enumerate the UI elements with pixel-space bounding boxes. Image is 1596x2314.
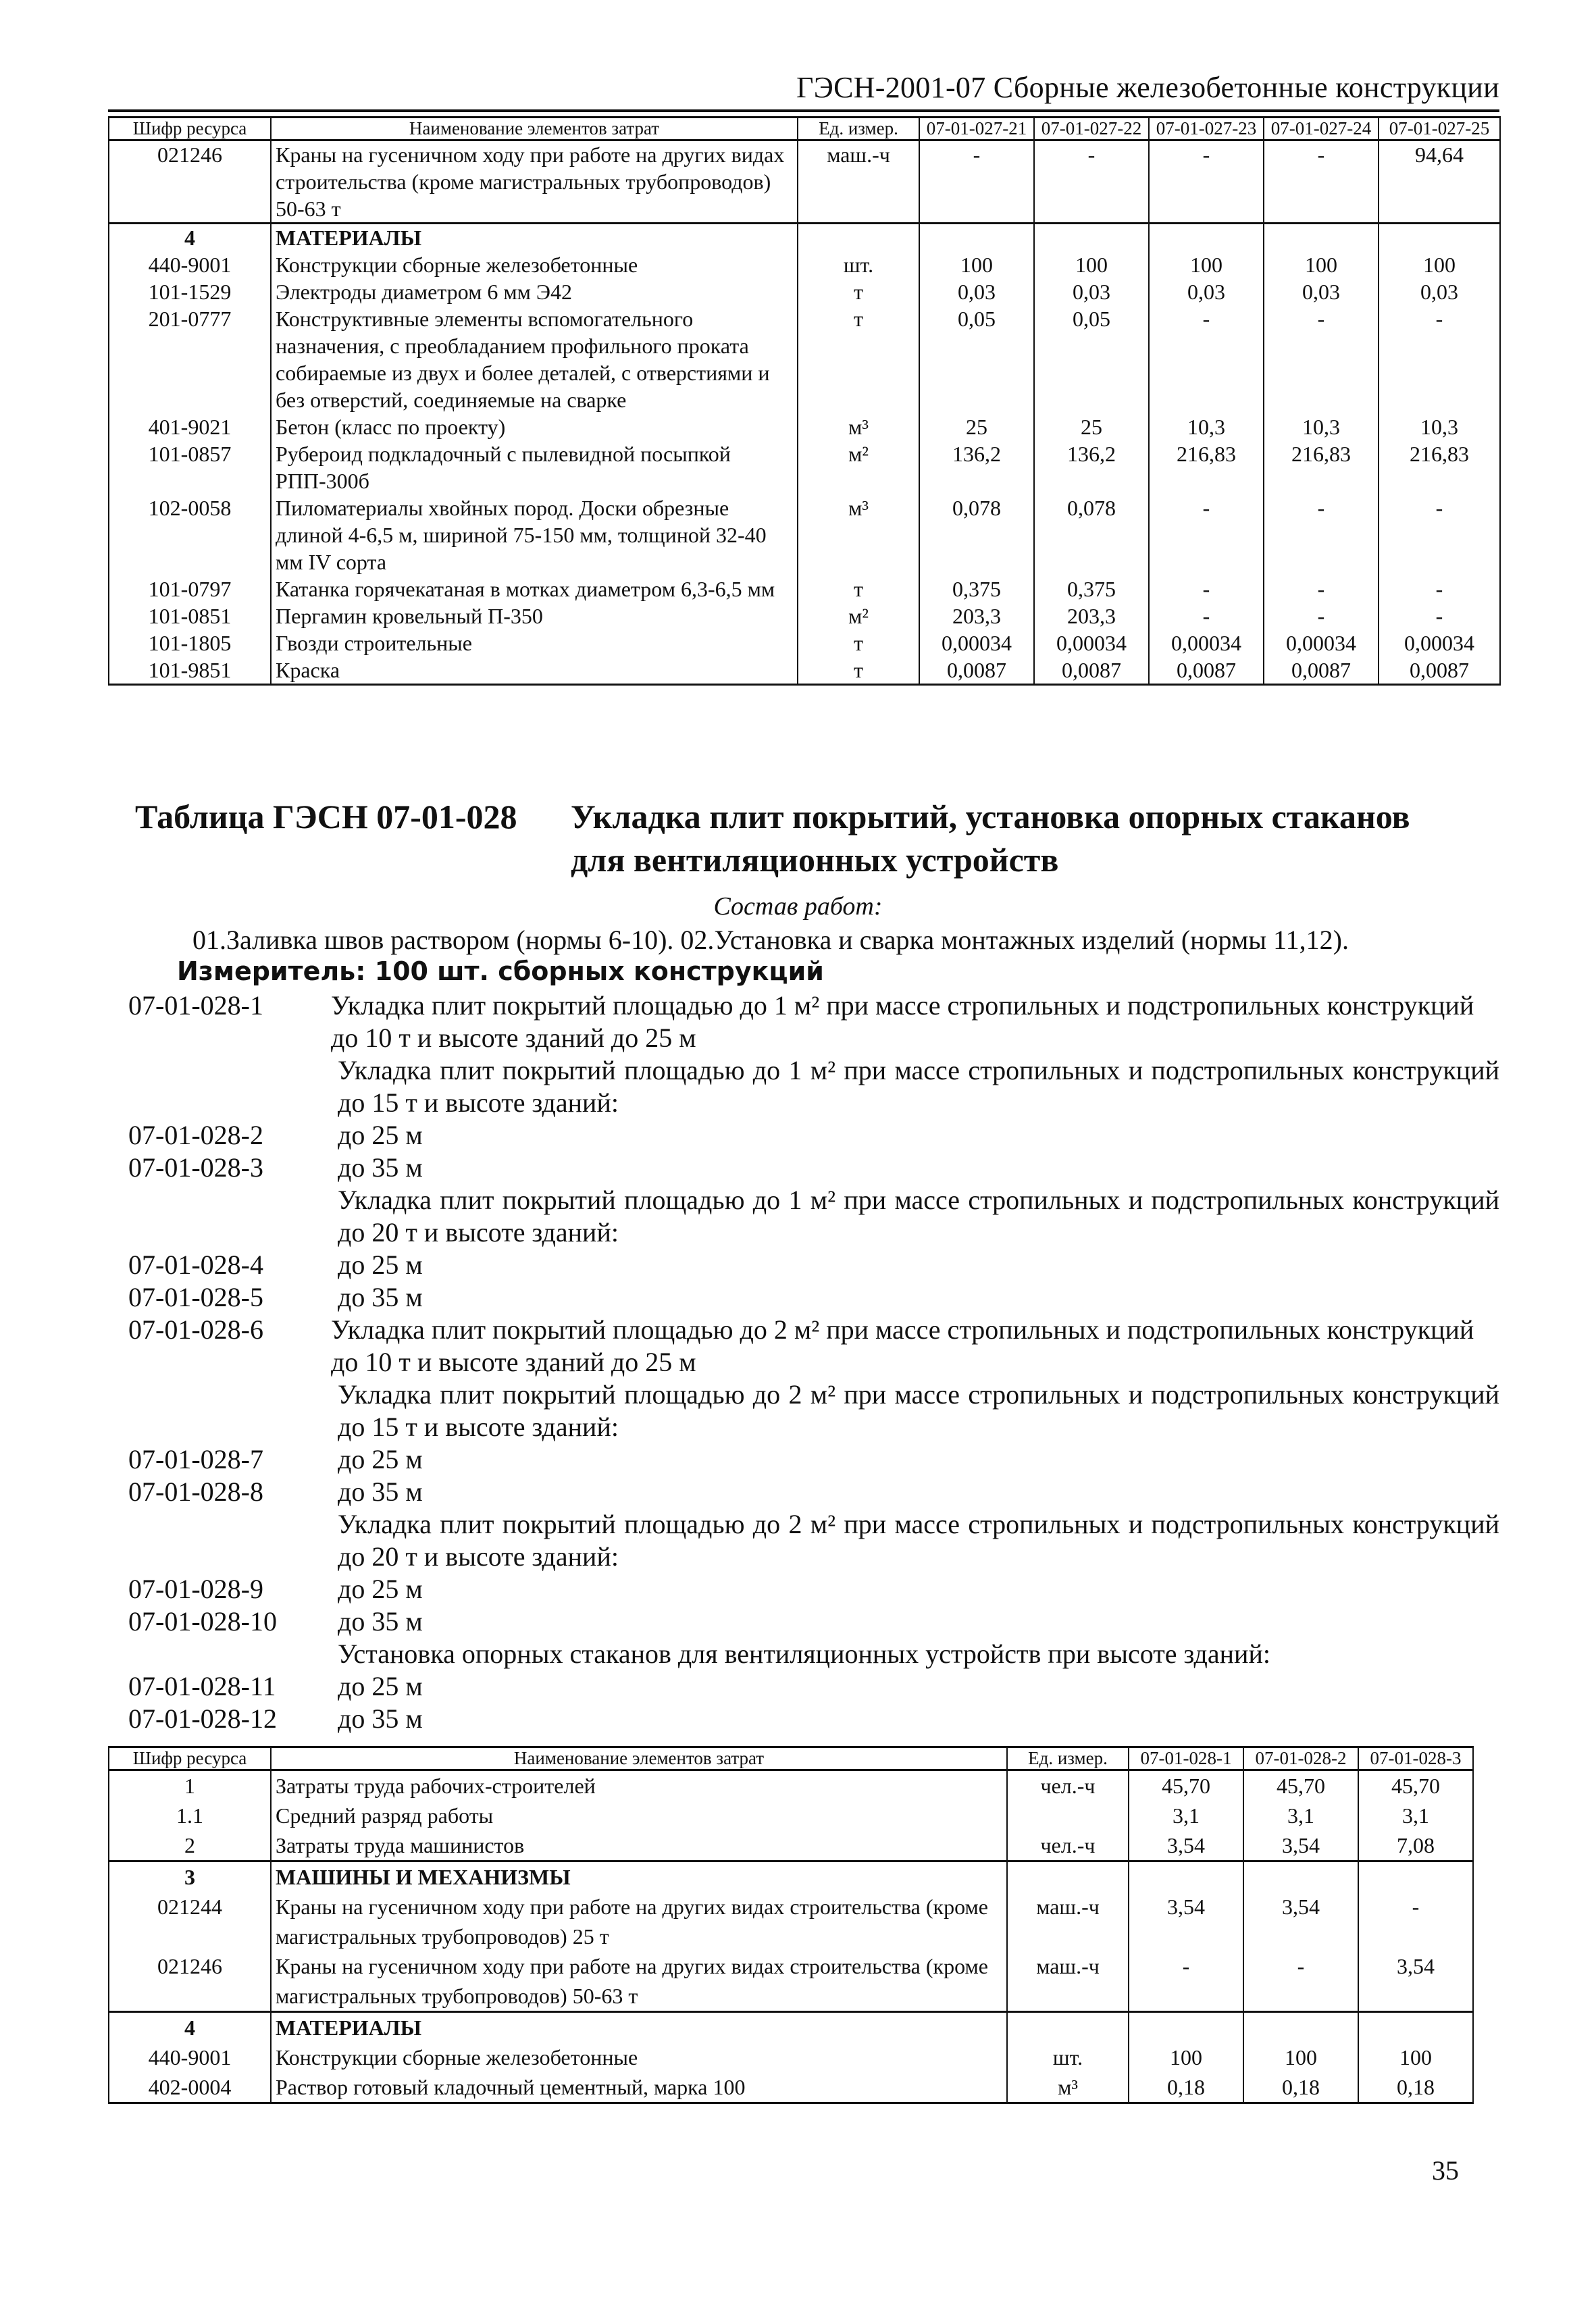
value-cell: - [1243, 1951, 1358, 2012]
table-row [109, 1830, 1473, 1861]
value-cell: 94,64 [1379, 140, 1500, 224]
table-row [109, 1951, 1473, 2012]
norm-description: до 25 м [338, 1671, 423, 1701]
norm-item [128, 1054, 1499, 1119]
table-row [109, 278, 1500, 305]
unit [1007, 1801, 1129, 1830]
unit: м² [798, 440, 919, 494]
value-cell: 100 [1358, 2042, 1473, 2072]
resource-name: Затраты труда рабочих-строителей [271, 1770, 1007, 1801]
value-cell [1129, 1861, 1243, 1893]
norm-description: до 25 м [338, 1444, 423, 1474]
norm-code: 07-01-028-3 [128, 1152, 263, 1183]
value-cell: 203,3 [919, 602, 1034, 629]
resource-code: 101-1805 [109, 629, 271, 657]
value-cell: 10,3 [1264, 413, 1379, 440]
norm-code: 07-01-028-8 [128, 1476, 263, 1507]
norm-description: до 35 м [338, 1152, 423, 1183]
resource-code: 402-0004 [109, 2072, 271, 2103]
resource-code: 101-0857 [109, 440, 271, 494]
value-cell [1379, 224, 1500, 252]
value-cell: 0,03 [1034, 278, 1149, 305]
value-cell [1358, 2012, 1473, 2043]
norm-item [128, 1638, 1499, 1670]
value-cell: - [1264, 140, 1379, 224]
value-cell: 0,0087 [1034, 657, 1149, 685]
value-cell: 136,2 [1034, 440, 1149, 494]
resource-code: 102-0058 [109, 494, 271, 575]
unit: м³ [798, 413, 919, 440]
value-cell: - [1379, 305, 1500, 413]
norm-code: 07-01-028-5 [128, 1282, 263, 1312]
unit: т [798, 575, 919, 602]
value-cell: 25 [1034, 413, 1149, 440]
norm-description: Укладка плит покрытий площадью до 1 м² при массе стропильных и подстропильных конструкций до 10 т и высоте зданий до 25 м [331, 990, 1474, 1053]
norm-code: 07-01-028-6 [128, 1314, 263, 1345]
value-cell: 100 [919, 251, 1034, 278]
table-row [109, 575, 1500, 602]
value-cell: 0,0087 [1379, 657, 1500, 685]
value-cell: 0,078 [919, 494, 1034, 575]
page-header: ГЭСН-2001-07 Сборные железобетонные конструкции [796, 71, 1499, 104]
value-cell: 3,1 [1243, 1801, 1358, 1830]
value-cell: 0,0087 [919, 657, 1034, 685]
resource-code: 440-9001 [109, 2042, 271, 2072]
norm-description: Укладка плит покрытий площадью до 2 м² при массе стропильных и подстропильных конструкций до 15 т и высоте зданий: [338, 1379, 1499, 1442]
norm-code: 07-01-028-2 [128, 1120, 263, 1150]
resource-code: 2 [109, 1830, 271, 1861]
value-cell: 216,83 [1379, 440, 1500, 494]
resource-code: 1 [109, 1770, 271, 1801]
norm-item [128, 1703, 1499, 1735]
table-name-line-1: Укладка плит покрытий, установка опорных стаканов [571, 798, 1410, 835]
value-cell [1034, 224, 1149, 252]
resource-name: МАТЕРИАЛЫ [271, 2012, 1007, 2043]
norm-description: до 35 м [338, 1606, 423, 1637]
resource-code: 021244 [109, 1892, 271, 1951]
resource-name: МАШИНЫ И МЕХАНИЗМЫ [271, 1861, 1007, 1893]
header-rule [108, 109, 1499, 112]
norm-item [128, 1249, 1499, 1281]
value-cell: 100 [1243, 2042, 1358, 2072]
resource-name: Электроды диаметром 6 мм Э42 [271, 278, 798, 305]
unit: м² [798, 602, 919, 629]
value-cell: - [1264, 602, 1379, 629]
norm-description: Укладка плит покрытий площадью до 2 м² при массе стропильных и подстропильных конструкций до 20 т и высоте зданий: [338, 1509, 1499, 1572]
column-header: 07-01-027-25 [1379, 118, 1500, 140]
table-row [109, 251, 1500, 278]
unit [1007, 2012, 1129, 2043]
unit: м³ [798, 494, 919, 575]
value-cell: 3,54 [1243, 1892, 1358, 1951]
table-row [109, 629, 1500, 657]
value-cell: 3,1 [1129, 1801, 1243, 1830]
value-cell: - [1149, 575, 1264, 602]
value-cell: 0,078 [1034, 494, 1149, 575]
value-cell: - [1379, 494, 1500, 575]
unit: шт. [798, 251, 919, 278]
table-row [109, 2072, 1473, 2103]
column-header: Наименование элементов затрат [271, 1747, 1007, 1770]
resource-name: Катанка горячекатаная в мотках диаметром 6,3-6,5 мм [271, 575, 798, 602]
norm-item [128, 989, 1499, 1054]
norm-code: 07-01-028-10 [128, 1606, 277, 1637]
value-cell: 0,00034 [1034, 629, 1149, 657]
value-cell: 3,54 [1129, 1892, 1243, 1951]
value-cell: 0,375 [919, 575, 1034, 602]
value-cell: 0,18 [1129, 2072, 1243, 2103]
resource-code: 021246 [109, 140, 271, 224]
norm-description: до 25 м [338, 1120, 423, 1150]
norm-item [128, 1573, 1499, 1605]
value-cell: 100 [1034, 251, 1149, 278]
value-cell: - [919, 140, 1034, 224]
value-cell: - [1264, 575, 1379, 602]
resources-table-028 [108, 1746, 1474, 2104]
norm-item [128, 1508, 1499, 1573]
unit: м³ [1007, 2072, 1129, 2103]
value-cell: 3,54 [1243, 1830, 1358, 1861]
norm-code: 07-01-028-9 [128, 1574, 263, 1604]
unit: т [798, 629, 919, 657]
unit: чел.-ч [1007, 1770, 1129, 1801]
section-row [109, 1861, 1473, 1893]
norm-code: 07-01-028-1 [128, 990, 263, 1021]
value-cell: 3,1 [1358, 1801, 1473, 1830]
table-row [109, 140, 1500, 224]
resource-code: 101-9851 [109, 657, 271, 685]
resources-table-027 [108, 116, 1501, 686]
table-name-line-2: для вентиляционных устройств [571, 841, 1059, 879]
meter-unit: Измеритель: 100 шт. сборных конструкций [177, 956, 824, 986]
value-cell: 0,18 [1243, 2072, 1358, 2103]
value-cell [1358, 1861, 1473, 1893]
unit: маш.-ч [1007, 1892, 1129, 1951]
value-cell [1243, 1861, 1358, 1893]
norm-description: до 35 м [338, 1703, 423, 1734]
table-label: Таблица ГЭСН 07-01-028 [135, 798, 517, 835]
norm-item [128, 1605, 1499, 1638]
column-header: 07-01-028-1 [1129, 1747, 1243, 1770]
table-row [109, 494, 1500, 575]
norm-items-list [128, 989, 1499, 1735]
norm-item [128, 1314, 1499, 1379]
value-cell: 100 [1379, 251, 1500, 278]
resource-code: 021246 [109, 1951, 271, 2012]
resource-code: 4 [109, 2012, 271, 2043]
resource-code: 3 [109, 1861, 271, 1893]
resource-name: Конструкции сборные железобетонные [271, 251, 798, 278]
value-cell: 0,00034 [1149, 629, 1264, 657]
unit: чел.-ч [1007, 1830, 1129, 1861]
resource-name: Гвозди строительные [271, 629, 798, 657]
value-cell [1129, 2012, 1243, 2043]
norm-description: до 25 м [338, 1574, 423, 1604]
resource-code: 1.1 [109, 1801, 271, 1830]
resource-name: Затраты труда машинистов [271, 1830, 1007, 1861]
value-cell: 216,83 [1264, 440, 1379, 494]
value-cell: - [1379, 602, 1500, 629]
value-cell: 10,3 [1379, 413, 1500, 440]
table-row [109, 602, 1500, 629]
value-cell: 3,54 [1129, 1830, 1243, 1861]
unit [798, 224, 919, 252]
value-cell: - [1034, 140, 1149, 224]
value-cell: - [1149, 140, 1264, 224]
unit: маш.-ч [1007, 1951, 1129, 2012]
table-row [109, 1770, 1473, 1801]
value-cell [1264, 224, 1379, 252]
section-row [109, 224, 1500, 252]
value-cell: 203,3 [1034, 602, 1149, 629]
resource-name: Рубероид подкладочный с пылевидной посыпкой РПП-300б [271, 440, 798, 494]
value-cell: 0,00034 [919, 629, 1034, 657]
norm-code: 07-01-028-4 [128, 1250, 263, 1280]
resource-name: Краны на гусеничном ходу при работе на других видах строительства (кроме магистральных трубопроводов) 50-63 т [271, 1951, 1007, 2012]
resource-name: Пиломатериалы хвойных пород. Доски обрезные длиной 4-6,5 м, шириной 75-150 мм, толщиной 32-40 мм IV сорта [271, 494, 798, 575]
table-row [109, 1892, 1473, 1951]
value-cell: 0,00034 [1264, 629, 1379, 657]
value-cell: 100 [1129, 2042, 1243, 2072]
resource-name: Пергамин кровельный П-350 [271, 602, 798, 629]
value-cell: - [1358, 1892, 1473, 1951]
norm-code: 07-01-028-7 [128, 1444, 263, 1474]
table-row [109, 1801, 1473, 1830]
table-row [109, 305, 1500, 413]
value-cell: 0,03 [1379, 278, 1500, 305]
value-cell [919, 224, 1034, 252]
column-header: 07-01-028-3 [1358, 1747, 1473, 1770]
resource-code: 101-0797 [109, 575, 271, 602]
value-cell: 3,54 [1358, 1951, 1473, 2012]
resource-name: Краны на гусеничном ходу при работе на других видах строительства (кроме магистральных трубопроводов) 50-63 т [271, 140, 798, 224]
value-cell: 0,0087 [1149, 657, 1264, 685]
norm-item [128, 1443, 1499, 1476]
table-row [109, 413, 1500, 440]
value-cell: 0,00034 [1379, 629, 1500, 657]
value-cell: 0,05 [1034, 305, 1149, 413]
resource-name: Раствор готовый кладочный цементный, марка 100 [271, 2072, 1007, 2103]
column-header: Наименование элементов затрат [271, 118, 798, 140]
value-cell: 25 [919, 413, 1034, 440]
value-cell: 0,03 [1149, 278, 1264, 305]
resource-code: 101-1529 [109, 278, 271, 305]
norm-item [128, 1476, 1499, 1508]
table-row [109, 2042, 1473, 2072]
resource-name: Краны на гусеничном ходу при работе на других видах строительства (кроме магистральных трубопроводов) 25 т [271, 1892, 1007, 1951]
norm-description: до 35 м [338, 1476, 423, 1507]
norm-code: 07-01-028-11 [128, 1671, 276, 1701]
value-cell [1149, 224, 1264, 252]
resource-code: 440-9001 [109, 251, 271, 278]
column-header: Шифр ресурса [109, 1747, 271, 1770]
value-cell [1243, 2012, 1358, 2043]
norm-item [128, 1281, 1499, 1314]
norm-code: 07-01-028-12 [128, 1703, 277, 1734]
value-cell: - [1129, 1951, 1243, 2012]
value-cell: 136,2 [919, 440, 1034, 494]
column-header: Шифр ресурса [109, 118, 271, 140]
value-cell: - [1379, 575, 1500, 602]
resource-name: Средний разряд работы [271, 1801, 1007, 1830]
column-header: 07-01-027-23 [1149, 118, 1264, 140]
table-row [109, 657, 1500, 685]
column-header: 07-01-027-24 [1264, 118, 1379, 140]
value-cell: 216,83 [1149, 440, 1264, 494]
norm-item [128, 1152, 1499, 1184]
value-cell: - [1149, 494, 1264, 575]
resource-name: Конструкции сборные железобетонные [271, 2042, 1007, 2072]
value-cell: 0,03 [1264, 278, 1379, 305]
value-cell: 45,70 [1358, 1770, 1473, 1801]
value-cell: 0,0087 [1264, 657, 1379, 685]
norm-description: до 25 м [338, 1250, 423, 1280]
value-cell: 10,3 [1149, 413, 1264, 440]
column-header: 07-01-027-22 [1034, 118, 1149, 140]
resource-code: 401-9021 [109, 413, 271, 440]
value-cell: 45,70 [1129, 1770, 1243, 1801]
norm-description: до 35 м [338, 1282, 423, 1312]
value-cell: - [1264, 494, 1379, 575]
column-header: Ед. измер. [1007, 1747, 1129, 1770]
value-cell: - [1264, 305, 1379, 413]
unit: т [798, 657, 919, 685]
norm-description: Укладка плит покрытий площадью до 2 м² при массе стропильных и подстропильных конструкций до 10 т и высоте зданий до 25 м [331, 1314, 1474, 1377]
work-composition-heading: Состав работ: [713, 892, 883, 921]
value-cell: 100 [1264, 251, 1379, 278]
section-row [109, 2012, 1473, 2043]
column-header: 07-01-027-21 [919, 118, 1034, 140]
norm-description: Установка опорных стаканов для вентиляционных устройств при высоте зданий: [338, 1639, 1270, 1669]
resource-code: 201-0777 [109, 305, 271, 413]
norm-description: Укладка плит покрытий площадью до 1 м² при массе стропильных и подстропильных конструкций до 20 т и высоте зданий: [338, 1185, 1499, 1248]
page-number: 35 [1432, 2155, 1459, 2186]
resource-code: 101-0851 [109, 602, 271, 629]
resource-code: 4 [109, 224, 271, 252]
value-cell: 7,08 [1358, 1830, 1473, 1861]
resource-name: МАТЕРИАЛЫ [271, 224, 798, 252]
norm-description: Укладка плит покрытий площадью до 1 м² при массе стропильных и подстропильных конструкций до 15 т и высоте зданий: [338, 1055, 1499, 1118]
value-cell: 45,70 [1243, 1770, 1358, 1801]
unit: маш.-ч [798, 140, 919, 224]
column-header: Ед. измер. [798, 118, 919, 140]
norm-item [128, 1379, 1499, 1443]
table-row [109, 440, 1500, 494]
norm-item [128, 1670, 1499, 1703]
value-cell: - [1149, 602, 1264, 629]
unit [1007, 1861, 1129, 1893]
value-cell: 100 [1149, 251, 1264, 278]
unit: т [798, 278, 919, 305]
norm-item [128, 1184, 1499, 1249]
value-cell: 0,03 [919, 278, 1034, 305]
value-cell: 0,18 [1358, 2072, 1473, 2103]
work-composition-text: 01.Заливка швов раствором (нормы 6-10). 02.Установка и сварка монтажных изделий (нормы 11,12). [192, 925, 1349, 955]
value-cell: 0,375 [1034, 575, 1149, 602]
resource-name: Краска [271, 657, 798, 685]
resource-name: Конструктивные элементы вспомогательного назначения, с преобладанием профильного проката собираемые из двух и более деталей, с отверстиями и без отверстий, соединяемые на сварке [271, 305, 798, 413]
unit: т [798, 305, 919, 413]
column-header: 07-01-028-2 [1243, 1747, 1358, 1770]
resource-name: Бетон (класс по проекту) [271, 413, 798, 440]
norm-item [128, 1119, 1499, 1152]
unit: шт. [1007, 2042, 1129, 2072]
value-cell: - [1149, 305, 1264, 413]
value-cell: 0,05 [919, 305, 1034, 413]
